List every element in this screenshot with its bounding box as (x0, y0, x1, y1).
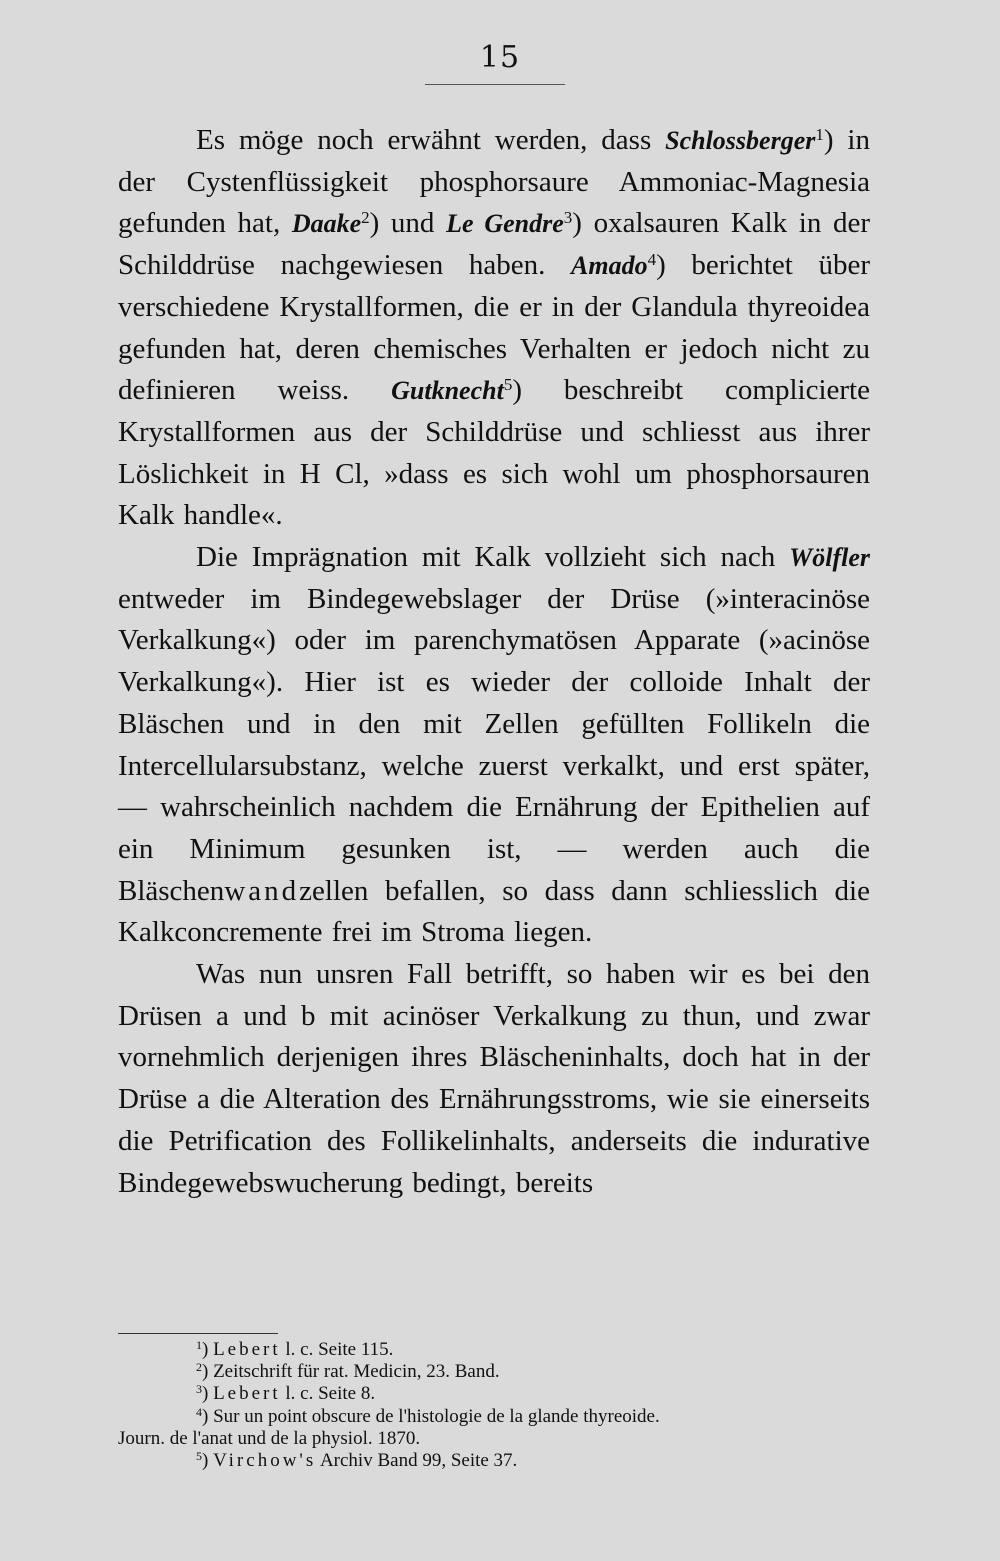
footnote-number: 2 (196, 1360, 202, 1375)
author-name: Wölfler (789, 543, 870, 573)
footnote-line: $^2$) Zeitschrift für rat. Medicin, 23. Band. (196, 1360, 500, 1383)
text-run: Sur un point obscure de l'histologie de la glande thyreoide. (213, 1405, 660, 1427)
text-run: Die Imprägnation mit Kalk vollzieht sich nach (196, 541, 790, 574)
text-run: ) in der Cystenflüssigkeit phosphorsaure Ammoniac-Magnesia gefunden hat, (118, 124, 870, 240)
author-name: Schlossberger (665, 126, 816, 155)
footnote-line: $^4$) Sur un point obscure de l'histologie de la glande thyreoide. (196, 1404, 660, 1427)
footnotes (118, 1339, 870, 1472)
spaced-text: Lebert (213, 1383, 281, 1405)
author-name: Amado (571, 251, 648, 281)
footnote-ref: 5 (503, 375, 513, 395)
text-run: ) beschreibt complicierte Krystallformen aus der Schilddrüse und schliesst aus ihrer Löslichkeit in H Cl, »dass es sich wohl um phosphorsauren Kalk handle«. (118, 374, 870, 532)
footnote-line: $^3$) Lebert l. c. Seite 8. (196, 1382, 376, 1405)
text-run: Was nun unsren Fall betrifft, so haben wir es bei den Drüsen a und b mit acinöser Verkalkung zu thun, und zwar vornehmlich derjenigen ihres Bläscheninhalts, doch hat in der Drüse a die Alteration des Ernährungsstroms, wie sie einerseits die Petrification des Follikelinhalts, anderseits die indurative Bindegewebswucherung bedingt, bereits (118, 958, 870, 1199)
footnote-number: 1 (196, 1338, 202, 1352)
paragraph (118, 537, 870, 954)
text-run: ) berichtet über verschiedene Krystallformen, die er in der Glandula thyreoidea gefunden hat, deren chemisches Verhalten er jedoch nicht zu definieren weiss. (118, 249, 870, 407)
author-name: Daake (291, 209, 362, 239)
page-number: 15 (479, 40, 521, 75)
footnote-ref: 1 (815, 125, 824, 144)
text-run: l. c. Seite 8. (280, 1383, 376, 1405)
text-run: zellen befallen, so dass dann schliesslich die Kalkconcremente frei im Stroma liegen. (118, 874, 870, 949)
footnote-number: 4 (196, 1404, 202, 1419)
footnote-rule (118, 1333, 278, 1334)
text-run: l. c. Seite 115. (280, 1339, 394, 1360)
footnote-line: $^5$) Virchow's Archiv Band 99, Seite 37. (196, 1449, 518, 1472)
paragraph (118, 120, 870, 537)
spaced-text: wand (224, 874, 300, 907)
body-text (118, 120, 870, 1204)
spaced-text: Lebert (213, 1339, 281, 1360)
paragraph (118, 954, 870, 1204)
footnote-ref: 4 (647, 250, 657, 270)
footnote-line (118, 1428, 870, 1450)
author-name: Le Gendre (446, 209, 564, 239)
text-run: Es möge noch erwähnt werden, dass (196, 124, 666, 156)
footnote-number: 5 (196, 1449, 202, 1464)
footnote-ref: 3 (563, 208, 573, 228)
text-run: Archiv Band 99, Seite 37. (316, 1450, 518, 1472)
author-name: Gutknecht (391, 376, 504, 406)
text-run: Journ. de l'anat und de la physiol. 1870. (118, 1427, 421, 1449)
text-run: ) und (369, 207, 447, 240)
text-run: entweder im Bindegewebslager der Drüse (»interacinöse Verkalkung«) oder im parenchymatösen Apparate (»acinöse Verkalkung«). Hier ist es wieder der colloide Inhalt der Bläschen und in den mit Zellen gefüllten Follikeln die Intercellularsubstanz, welche zuerst verkalkt, und erst später, — wahrscheinlich nachdem die Ernährung der Epithelien auf ein Minimum gesunken ist, — werden auch die Bläschen (118, 582, 870, 907)
footnote-ref: 2 (361, 208, 370, 228)
footnote-number: 3 (196, 1382, 202, 1397)
text-run: Zeitschrift für rat. Medicin, 23. Band. (213, 1361, 500, 1383)
spaced-text: Virchow's (213, 1450, 317, 1472)
header-rule (425, 84, 565, 85)
footnote-line: $^1$) Lebert l. c. Seite 115. (196, 1338, 394, 1360)
text-run: ) oxalsauren Kalk in der Schilddrüse nachgewiesen haben. (118, 207, 870, 282)
